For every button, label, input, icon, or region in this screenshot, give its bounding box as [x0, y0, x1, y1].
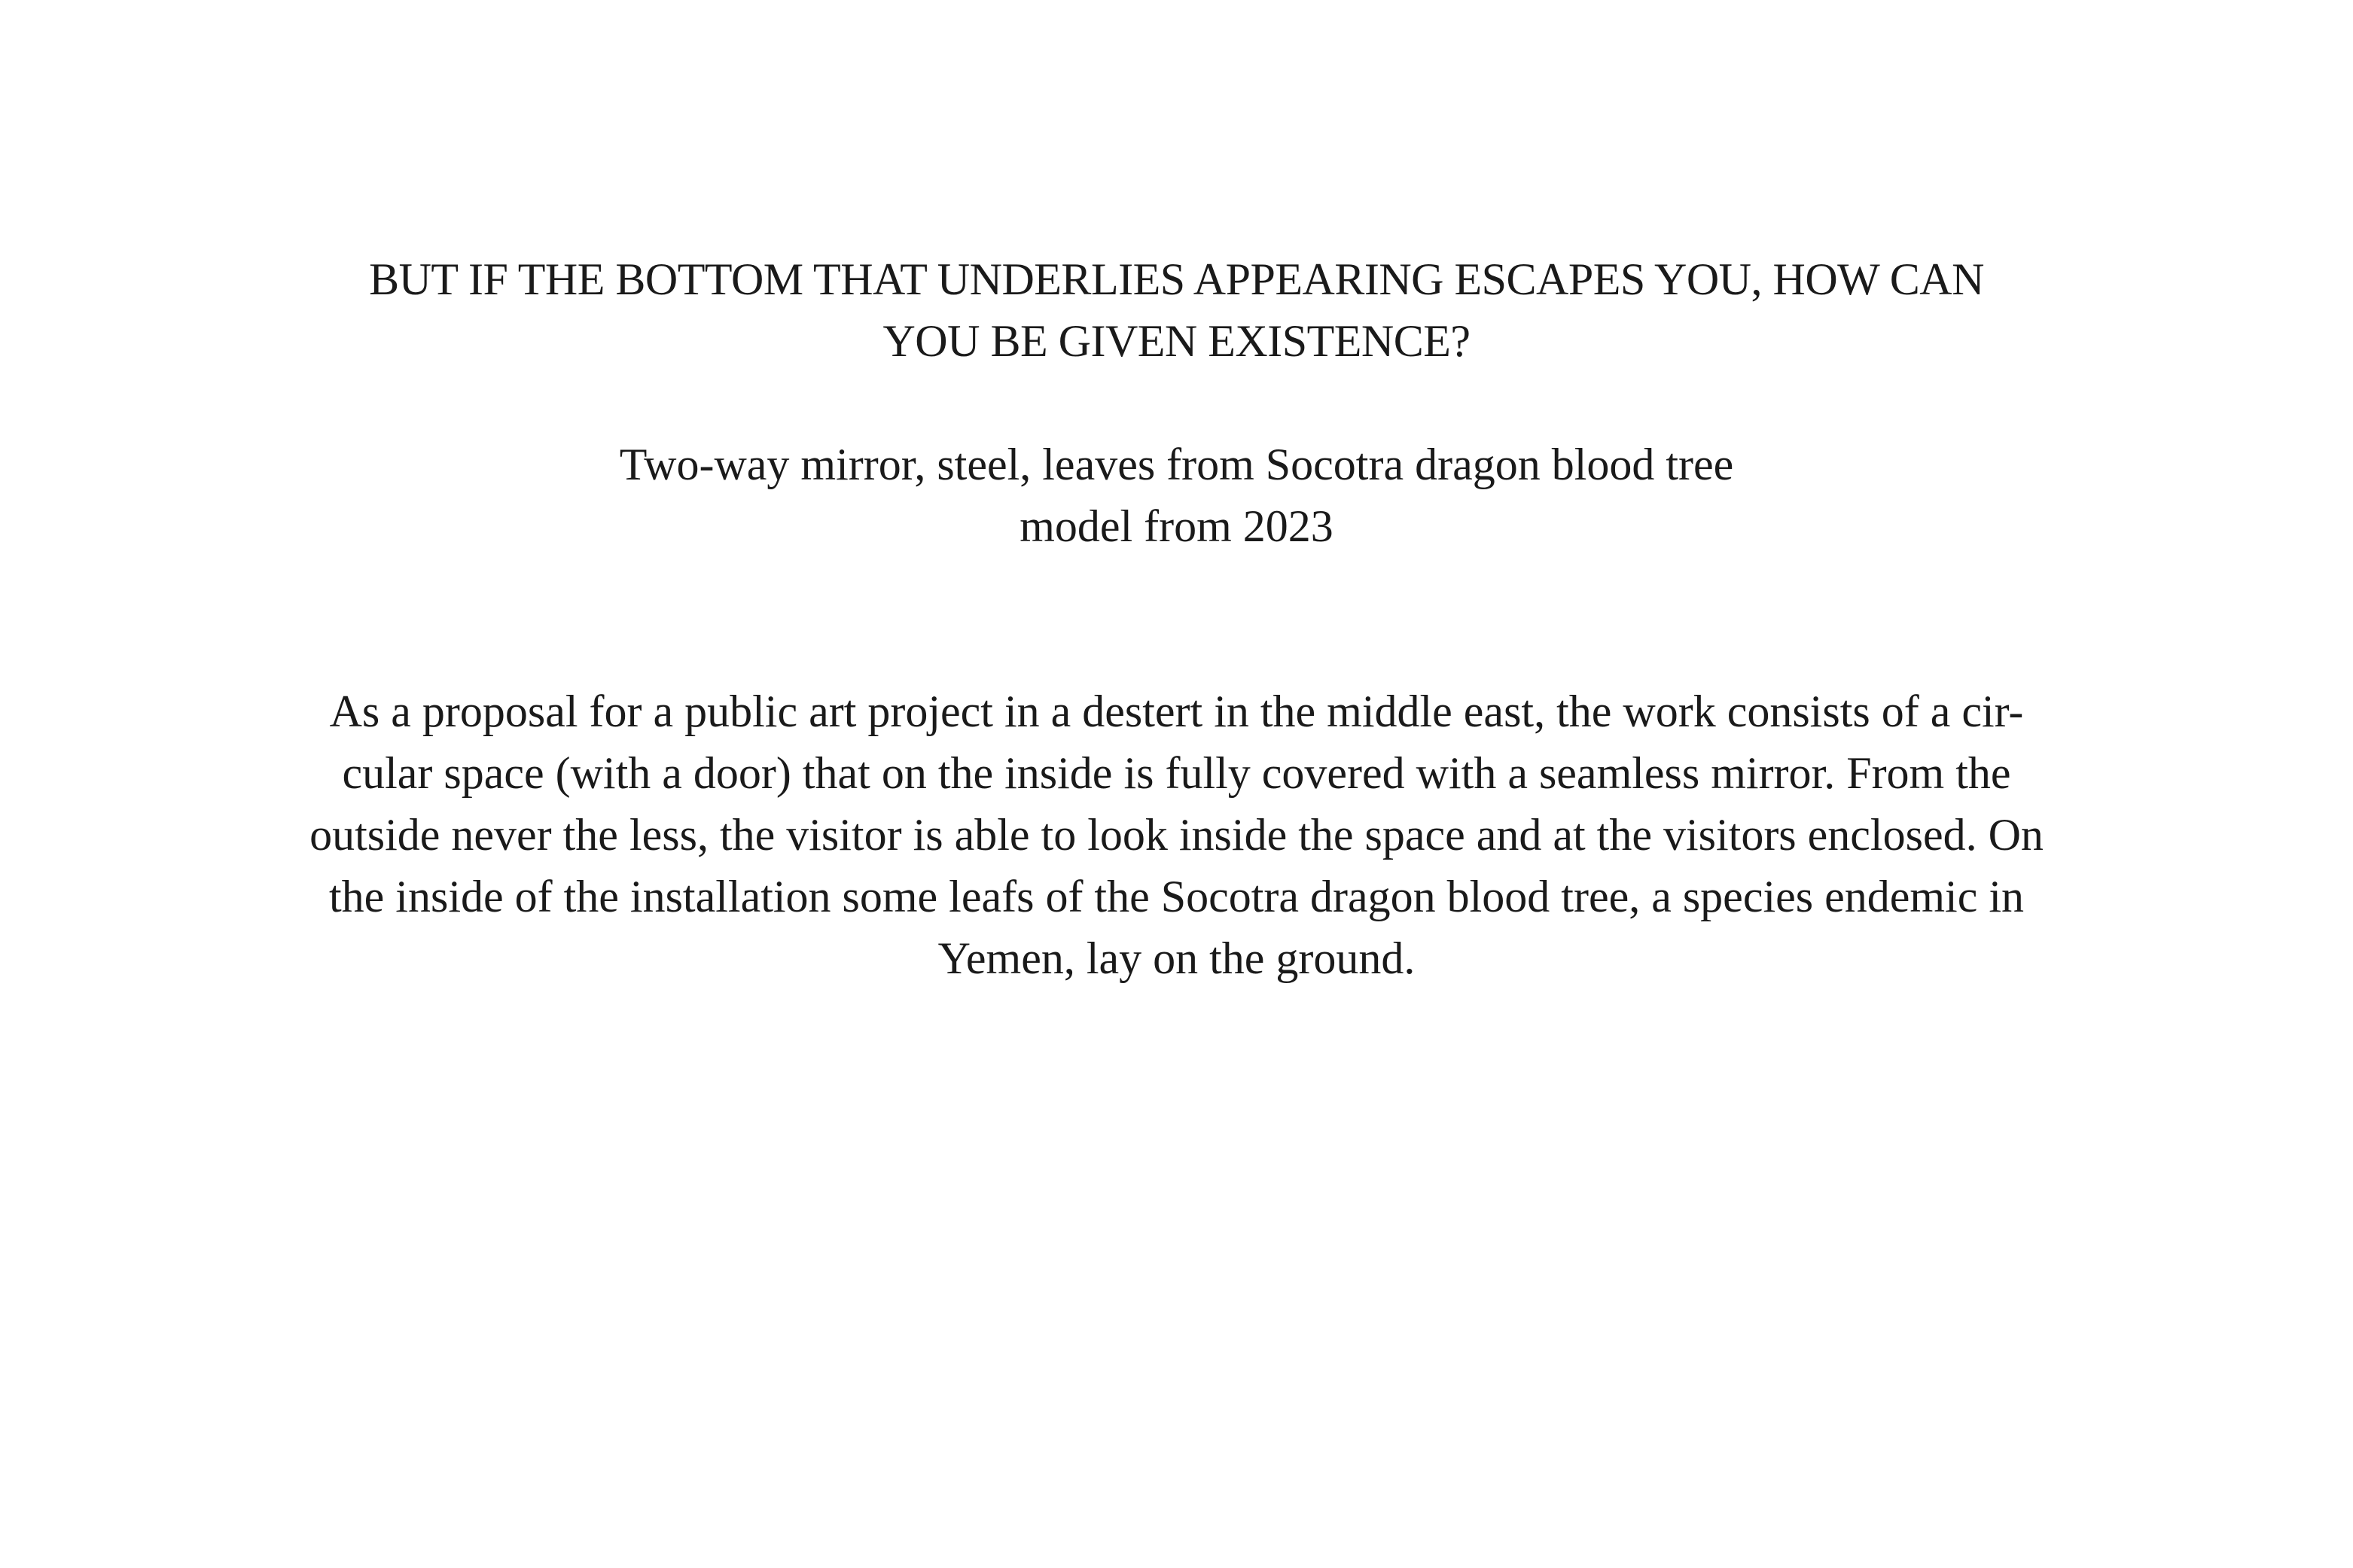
artwork-description: [279, 680, 2074, 989]
title-line: BUT IF THE BOTTOM THAT UNDERLIES APPEARING ESCAPES YOU, HOW CAN: [369, 254, 1984, 304]
title-line: YOU BE GIVEN EXISTENCE?: [882, 316, 1471, 366]
description-line: cular space (with a door) that on the inside is fully covered with a seamless mirror. From the: [342, 748, 2011, 798]
artwork-title: [279, 248, 2074, 372]
year-line: model from 2023: [1020, 501, 1333, 551]
artwork-materials: [279, 434, 2074, 557]
description-line: Yemen, lay on the ground.: [937, 933, 1416, 983]
description-line: As a proposal for a public art project in a destert in the middle east, the work consists of a cir-: [329, 687, 2024, 736]
description-line: outside never the less, the visitor is able to look inside the space and at the visitors enclosed. On: [309, 810, 2044, 860]
description-line: the inside of the installation some leafs of the Socotra dragon blood tree, a species endemic in: [329, 872, 2024, 921]
materials-line: Two-way mirror, steel, leaves from Socotra dragon blood tree: [619, 440, 1734, 489]
